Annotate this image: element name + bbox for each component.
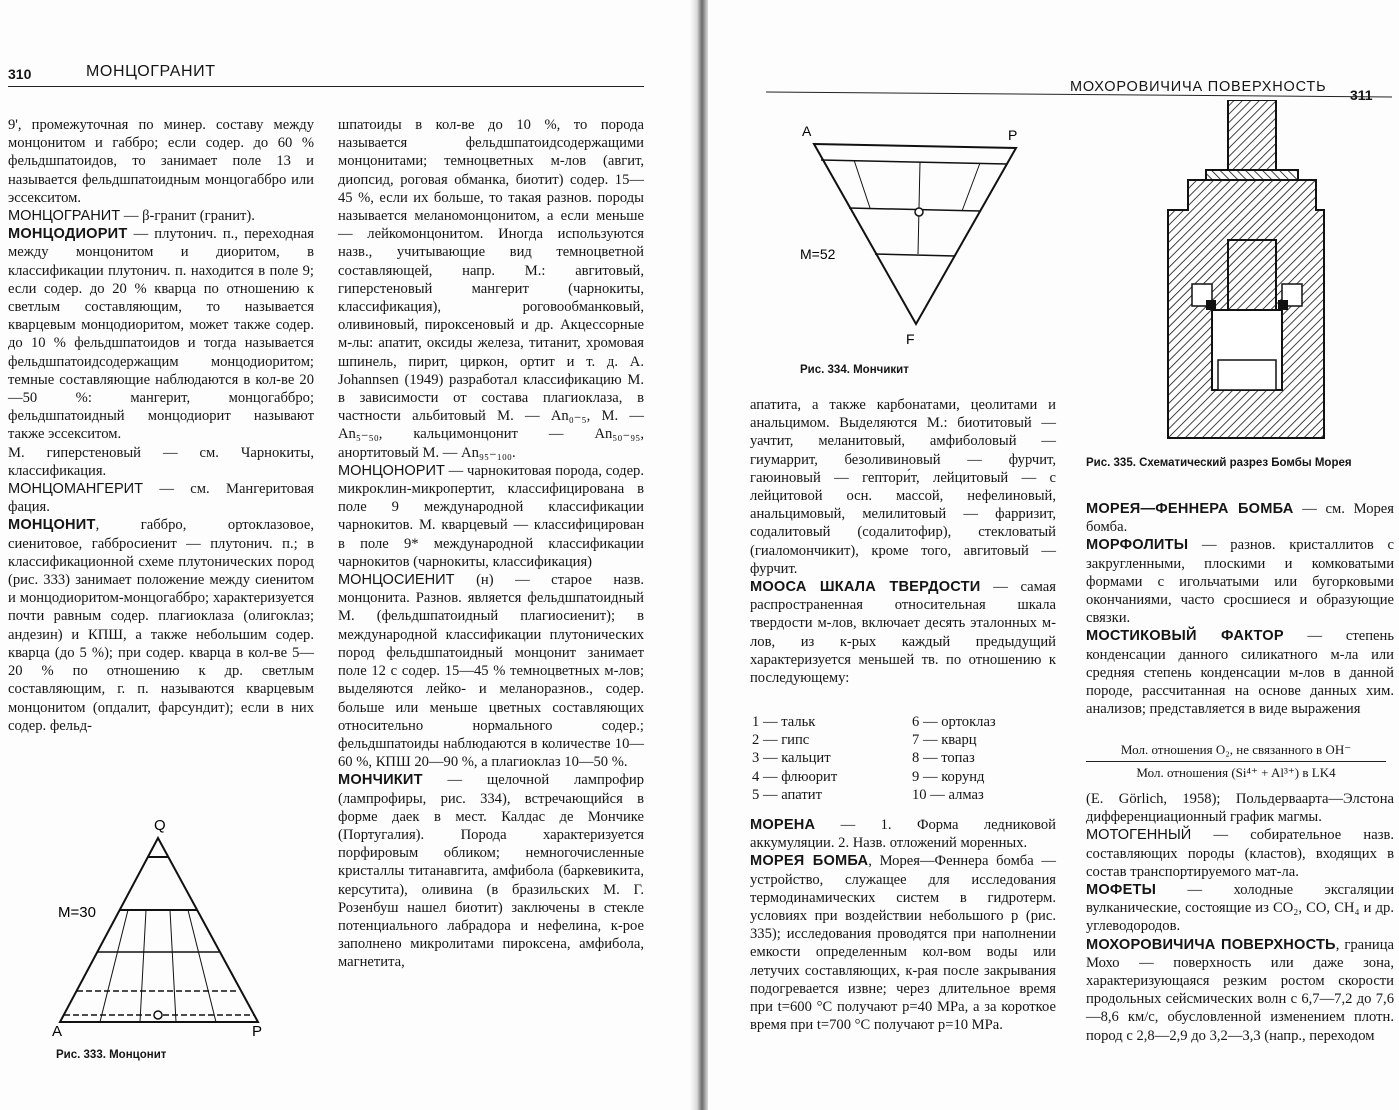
fig333-div-4 [188, 910, 216, 1022]
entry-monconorit: МОНЦОНОРИТ — чарнокитовая порода, содер. микроклин-микропертит, классифицирована в поле 9 международной классификации чарнокитов. М. кварцевый — классифицирован в поле 9* международной классификации чарнокитов (чарнокиты, классификация) [338, 462, 644, 570]
entry-monchikit-cont: апатита, а также карбонатами, цеолитами и анальцимом. Выделяются М.: биотитовый — уачтит, меланитовый, амфиболовый — гиумаррит, безоливиновый — фурчит, гаюиновый — гептори́т, лейцитовый — с лейцитовой осн. массой, нефелиновый, анальцимовый, мелилитовый — фарризит, содалитовый (содалитофир), стекловатый (гиаломончикит), кроме того, авгитовый — фурчит. [750, 397, 1056, 577]
entry-morfolity: МОРФОЛИТЫ — разнов. кристаллитов с закругленными, плоскими и комковатыми формами с игольчатыми или бугорковыми окончаниями, часто сросшиеся и образующие связки. [1086, 537, 1394, 627]
mohs-row: 3 — кальцит 8 — топаз [752, 750, 975, 767]
right-column-2 [1086, 500, 1394, 718]
fig334-label-f: F [906, 331, 915, 347]
fig335-ring-right [1278, 300, 1288, 310]
right-column-2b [1086, 790, 1394, 1045]
mohs-row: 2 — гипс 7 — кварц [752, 732, 977, 749]
fig334-label-m: M=52 [800, 246, 836, 262]
running-head-left: МОНЦОГРАНИТ [86, 63, 216, 80]
entry-moncomangerit: МОНЦОМАНГЕРИТ — см. Мангеритовая фация. [8, 481, 314, 516]
page-number-left: 310 [8, 66, 32, 82]
fig334-div-1 [854, 160, 870, 208]
entry-moncodiorit: МОНЦОДИОРИТ — плутонич. п., переходная между монцонитом и диоритом, в классификации плутонич. п. находится в поле 9; если содер. до 20 % кварца по отношению к светлым составляющим, то называется кварцевым монцодиоритом, может также содер. до 10 % фельдшпатоидов и тогда называется фельдшпатоидсодержащим монцодиоритом; темные составляющие наблюдаются в кол-ве 20—50 %: мангерит, монцогаббро; фельдшпатоидный монцодиорит называют также эссекситом. [8, 226, 314, 443]
fig333-triangle [60, 838, 258, 1022]
running-head-right: МОХОРОВИЧИЧА ПОВЕРХНОСТЬ [1070, 79, 1327, 95]
entry-moncosienit: МОНЦОСИЕНИТ (н) — старое назв. монцонита. Разнов. является фельдшпатоидный М. (фельдшпатоидный плагиосиенит); в международной классификации плутонических пород фельдшпатоидный монцонит занимает поле 12 с содер. 15—45 % темноцветных м-лов; выделяются лейко- и меланоразнов., содер. больше или меньше цветных составляющих относительно нормального содер.; фельдшпатоиды наблюдаются в количестве 10—60 %, КПШ 20—90 %, а плагиоклаз 10—50 %. [338, 572, 644, 771]
entry-mohorovichich: МОХОРОВИЧИЧА ПОВЕРХНОСТЬ, граница Мохо — поверхность или даже зона, характеризующаяся резким ростом скорости продольных сейсмических волн с 6,7—7,2 до 7,6—8,6 км/с, обусловленной изменением плотн. пород с 2,8—2,9 до 3,2—3,3 (напр., переходом [1086, 936, 1394, 1044]
fig334-label-a: A [802, 123, 812, 139]
fig335-plunger-shaft [1228, 240, 1276, 310]
right-column-1 [750, 396, 1056, 687]
fig334-div-3 [962, 163, 980, 211]
fig334-line-top [821, 160, 1007, 164]
fig333-div-2 [140, 910, 146, 1022]
fig333-label-m: M=30 [58, 904, 96, 921]
fig333-label-q: Q [154, 817, 166, 834]
entry-continuation: 9', промежуточная по минер. составу между монцонитом и габбро; если содер. до 60 % фельдшпатоидов, то занимает поле 13 и называется фельдшпатоидным монцогаббро или эссекситом. [8, 117, 314, 206]
figure-334-caption: Рис. 334. Мончикит [800, 364, 909, 376]
bridge-factor-formula [1086, 742, 1386, 781]
entry-continuation-2: шпатоиды в кол-ве до 10 %, то порода называется фельдшпатоидсодержащими монцонитами; темноцветных м-лов (авгит, диопсид, роговая обманка, биотит) содер. 15—45 %, если их больше, то такая разнов. породы называется меланомонцонитом, а если меньше — лейкомонцонитом. Иногда используются назв., учитывающие вид темноцветной составляющей, напр. М.: авгитовый, гиперстеновый мангерит (чарнокиты, классификация), роговообманковый, оливиновый, пироксеновый и др. Акцессорные м-лы: апатит, оксиды железа, титанит, хромовая шпинель, пирит, циркон, ортит и т. д. A. Johannsen (1949) разработал классификацию М. в зависимости от состава плагиоклаза, в частности альбитовый М. — An₀₋₅, М. — An₅₋₅₀, кальцимонцонит — An₅₀₋₉₅, анортитовый М. — An₉₅₋₁₀₀. [338, 117, 644, 461]
entry-gorlich: (E. Görlich, 1958); Польдерваарта—Элстона дифференциационный график магмы. [1086, 791, 1394, 826]
header-rule-left [8, 86, 644, 87]
fig333-point [154, 1011, 162, 1019]
entry-morena: МОРЕНА — 1. Форма ледниковой аккумуляции. 2. Назв. отложений моренных. [750, 817, 1056, 852]
figure-335-diagram [1166, 100, 1326, 440]
figure-333-diagram [40, 810, 280, 1042]
figure-333-caption: Рис. 333. Монцонит [56, 1049, 167, 1061]
entry-mostikovy-faktor: МОСТИКОВЫЙ ФАКТОР — степень конденсации данного силикатного м-ла или средняя степень конденсации м-лов в данной породе, рассчитанная на основе данных хим. анализов; представляется в виде выражения [1086, 628, 1394, 718]
fig335-cavity-inner [1218, 360, 1276, 390]
fig333-label-a: A [52, 1023, 63, 1040]
fig334-triangle [814, 144, 1016, 324]
fig333-label-p: P [252, 1023, 263, 1040]
fig333-div-1 [100, 910, 128, 1022]
fig334-line-52 [875, 254, 955, 256]
entry-mofety: МОФЕТЫ — холодные эксгаляции вулканические, состоящие из CO₂, CO, CH₄ и др. углеводородов. [1086, 882, 1394, 935]
fig333-div-3 [170, 910, 176, 1022]
right-column-1b [750, 816, 1056, 1034]
left-column-2 [338, 116, 644, 972]
right-page [708, 0, 1399, 1110]
fig334-point [915, 208, 923, 216]
figure-335-caption: Рис. 335. Схематический разрез Бомбы Морея [1086, 457, 1352, 469]
formula-denominator: Мол. отношения (Si⁴⁺ + Al³⁺) в LK4 [1136, 765, 1336, 780]
entry-moreya-fennera: МОРЕЯ—ФЕННЕРА БОМБА — см. Морея бомба. [1086, 501, 1394, 536]
mohs-row: 4 — флюорит 9 — корунд [752, 768, 985, 785]
mohs-scale-list [752, 713, 1052, 804]
fig335-ring-left [1206, 300, 1216, 310]
figure-334-diagram [800, 116, 1040, 356]
entry-moncogranit: МОНЦОГРАНИТ — β-гранит (гранит). [8, 208, 255, 225]
entry-moosa-scale: МООСА ШКАЛА ТВЕРДОСТИ — самая распространенная относительная шкала твердости м-лов, включает десять эталонных м-лов, из к-рых каждый предыдущий характеризуется меньшей тв. по отношению к последующему: [750, 579, 1056, 687]
left-page [0, 0, 696, 1110]
mohs-row: 1 — тальк 6 — ортоклаз [752, 714, 996, 730]
entry-m-giperstenovy: М. гиперстеновый — см. Чарнокиты, классификация. [8, 444, 314, 479]
entry-monchikit: МОНЧИКИТ — щелочной лампрофир (лампрофиры, рис. 334), встречающийся в форме даек в мест. Калдас де Мончике (Португалия). Порода характеризуется порфировым обликом; немногочисленные кристаллы титанавгита, амфибола (баркевикита, керсутита), оливина (в бразильских М. Г. Розенбуш нашел биотит) заключены в стекле потенциального лабрадора и нефелина, к-рое заполнено микролитами пироксена, амфибола, магнетита, [338, 772, 644, 971]
mohs-row: 5 — апатит 10 — алмаз [752, 786, 984, 803]
entry-moreya-bomba: МОРЕЯ БОМБА, Морея—Феннера бомба — устройство, служащее для исследования термодинамических систем в гидротерм. условиях при воздействии небольшого p (рис. 335); исследования проводятся при наполнении емкости определенным кол-вом воды или летучих составляющих, к-рая после закрывания подогревается извне; через длительное время при t=600 °C получают p=40 MPa, а за короткое время при t=700 °C получают p=10 MPa. [750, 853, 1056, 1034]
entry-monconit: МОНЦОНИТ, габбро, ортоклазовое, сиенитовое, габбросиенит — плутонич. п.; в классификационной схеме плутонических пород (рис. 333) занимает положение между сиенитом и монцодиоритом-монцогаббро; характеризуется почти равным содер. плагиоклаза (олигоклаз; андезин) и КПШ, а также небольшим содер. кварца (до 5 %); при содер. кварца в кол-ве 5—20 % по отношению к др. светлым составляющим, г. п. называются кварцевым монцонитом (опдалит, фарсундит); если в них содер. фельд- [8, 517, 314, 734]
entry-motogenny: МОТОГЕННЫЙ — собирательное назв. составляющих породы (кластов), входящих в состав транспортируемого мат-ла. [1086, 827, 1394, 880]
formula-numerator: Мол. отношения O₂, не связанного в OH⁻ [1086, 742, 1386, 762]
left-column-1 [8, 116, 314, 735]
fig334-label-p: P [1008, 127, 1018, 143]
page-number-right: 311 [1350, 87, 1373, 103]
